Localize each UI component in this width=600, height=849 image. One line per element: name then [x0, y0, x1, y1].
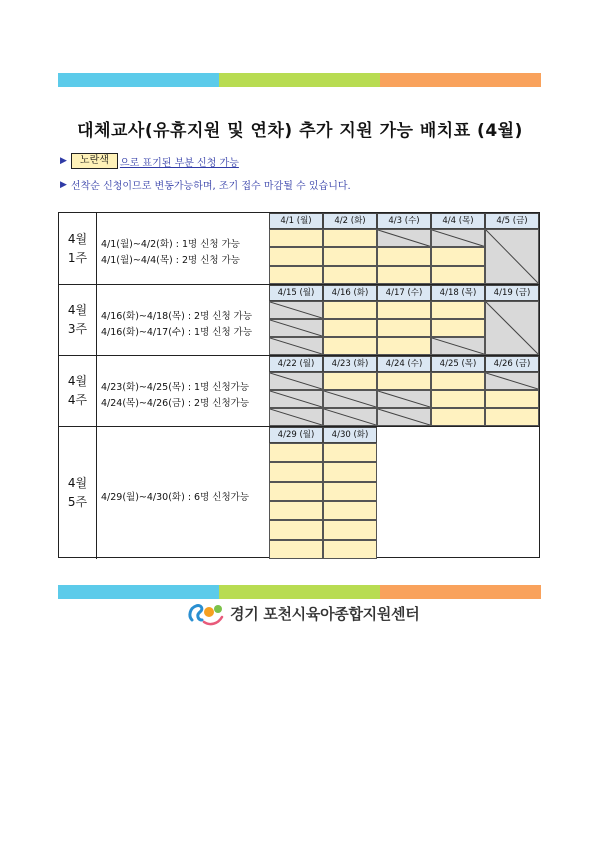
available-slot-cell[interactable]	[377, 337, 431, 355]
available-slot-cell[interactable]	[269, 501, 323, 520]
week-label	[59, 285, 97, 355]
available-slot-cell[interactable]	[431, 247, 485, 265]
yellow-tag: 노란색	[71, 153, 118, 169]
week-month: 4월	[67, 476, 88, 490]
day-header: 4/30 (화)	[323, 427, 377, 443]
available-slot-cell[interactable]	[377, 266, 431, 284]
available-slot-cell[interactable]	[485, 408, 539, 426]
unavailable-cell	[485, 229, 539, 284]
description-line: 4/24(목)~4/26(금) : 2명 신청가능	[101, 397, 249, 409]
available-slot-cell[interactable]	[269, 443, 323, 462]
day-header: 4/2 (화)	[323, 213, 377, 229]
description-line: 4/16(화)~4/17(수) : 1명 신청 가능	[101, 326, 253, 338]
day-header: 4/18 (목)	[431, 285, 485, 301]
day-header: 4/24 (수)	[377, 356, 431, 372]
available-slot-cell[interactable]	[431, 390, 485, 408]
week-description	[101, 380, 249, 412]
day-header: 4/1 (월)	[269, 213, 323, 229]
unavailable-cell	[323, 390, 377, 408]
available-slot-cell[interactable]	[323, 443, 377, 462]
description-line: 4/1(월)~4/2(화) : 1명 신청 가능	[101, 239, 240, 250]
week-row	[59, 213, 539, 285]
day-header: 4/26 (금)	[485, 356, 539, 372]
available-slot-cell[interactable]	[323, 540, 377, 559]
available-slot-cell[interactable]	[377, 372, 431, 390]
week-row	[59, 427, 539, 559]
day-header: 4/25 (목)	[431, 356, 485, 372]
week-label	[59, 213, 97, 284]
day-header: 4/19 (금)	[485, 285, 539, 301]
day-header: 4/29 (월)	[269, 427, 323, 443]
unavailable-cell	[269, 390, 323, 408]
available-slot-cell[interactable]	[431, 372, 485, 390]
week-label	[59, 356, 97, 426]
day-header: 4/22 (월)	[269, 356, 323, 372]
available-slot-cell[interactable]	[323, 520, 377, 539]
day-header: 4/4 (목)	[431, 213, 485, 229]
week-number: 5주	[67, 495, 88, 509]
unavailable-cell	[485, 301, 539, 355]
org-name: 경기 포천시육아종합지원센터	[230, 604, 420, 623]
week-month: 4월	[67, 303, 88, 317]
week-month: 4월	[67, 231, 88, 246]
description-line: 4/23(화)~4/25(목) : 1명 신청가능	[101, 381, 249, 393]
available-slot-cell[interactable]	[323, 337, 377, 355]
top-color-band	[58, 73, 541, 87]
week-description	[101, 237, 240, 269]
page-title: 대체교사(유휴지원 및 연차) 추가 지원 가능 배치표 (4월)	[77, 121, 523, 141]
week-number: 1주	[67, 250, 88, 265]
day-header: 4/3 (수)	[377, 213, 431, 229]
unavailable-cell	[323, 408, 377, 426]
unavailable-cell	[269, 337, 323, 355]
week-row	[59, 285, 539, 356]
day-header: 4/23 (화)	[323, 356, 377, 372]
day-header: 4/5 (금)	[485, 213, 539, 229]
available-slot-cell[interactable]	[269, 520, 323, 539]
available-slot-cell[interactable]	[377, 301, 431, 319]
available-slot-cell[interactable]	[323, 319, 377, 337]
available-slot-cell[interactable]	[431, 319, 485, 337]
available-slot-cell[interactable]	[377, 319, 431, 337]
available-slot-cell[interactable]	[269, 462, 323, 481]
available-slot-cell[interactable]	[431, 301, 485, 319]
available-slot-cell[interactable]	[323, 501, 377, 520]
available-slot-cell[interactable]	[323, 462, 377, 481]
week-month: 4월	[67, 374, 88, 388]
available-slot-cell[interactable]	[431, 266, 485, 284]
available-slot-cell[interactable]	[323, 247, 377, 265]
week-label	[59, 427, 97, 559]
week-description	[101, 490, 249, 506]
unavailable-cell	[377, 229, 431, 247]
available-slot-cell[interactable]	[269, 266, 323, 284]
available-slot-cell[interactable]	[323, 482, 377, 501]
unavailable-cell	[269, 408, 323, 426]
schedule-table	[58, 212, 540, 558]
triangle-bullet-icon: ▶	[60, 179, 67, 190]
available-slot-cell[interactable]	[377, 247, 431, 265]
bottom-color-band	[58, 585, 541, 599]
unavailable-cell	[377, 390, 431, 408]
available-slot-cell[interactable]	[323, 229, 377, 247]
available-slot-cell[interactable]	[269, 229, 323, 247]
description-line: 4/16(화)~4/18(목) : 2명 신청 가능	[101, 310, 253, 322]
day-header: 4/15 (월)	[269, 285, 323, 301]
available-slot-cell[interactable]	[269, 482, 323, 501]
available-slot-cell[interactable]	[323, 266, 377, 284]
day-header: 4/17 (수)	[377, 285, 431, 301]
unavailable-cell	[377, 408, 431, 426]
week-number: 3주	[67, 322, 88, 336]
note-first-come-text: 선착순 신청이므로 변동가능하며, 조기 접수 마감될 수 있습니다.	[70, 181, 351, 192]
description-line: 4/29(월)~4/30(화) : 6명 신청가능	[101, 492, 249, 503]
week-description	[101, 309, 252, 341]
available-slot-cell[interactable]	[269, 247, 323, 265]
org-logo	[186, 600, 419, 626]
note-yellow	[60, 153, 239, 169]
unavailable-cell	[485, 372, 539, 390]
available-slot-cell[interactable]	[485, 390, 539, 408]
unavailable-cell	[269, 301, 323, 319]
org-logo-icon	[186, 600, 226, 626]
unavailable-cell	[269, 319, 323, 337]
note-yellow-text: 으로 표기된 부분 신청 가능	[119, 157, 239, 169]
unavailable-cell	[431, 337, 485, 355]
available-slot-cell[interactable]	[323, 372, 377, 390]
week-row	[59, 356, 539, 427]
description-line: 4/1(월)~4/4(목) : 2명 신청 가능	[101, 255, 240, 266]
unavailable-cell	[431, 229, 485, 247]
day-header: 4/16 (화)	[323, 285, 377, 301]
triangle-bullet-icon: ▶	[60, 156, 67, 166]
note-first-come	[60, 177, 351, 192]
available-slot-cell[interactable]	[431, 408, 485, 426]
week-number: 4주	[67, 393, 88, 407]
available-slot-cell[interactable]	[269, 540, 323, 559]
available-slot-cell[interactable]	[323, 301, 377, 319]
unavailable-cell	[269, 372, 323, 390]
